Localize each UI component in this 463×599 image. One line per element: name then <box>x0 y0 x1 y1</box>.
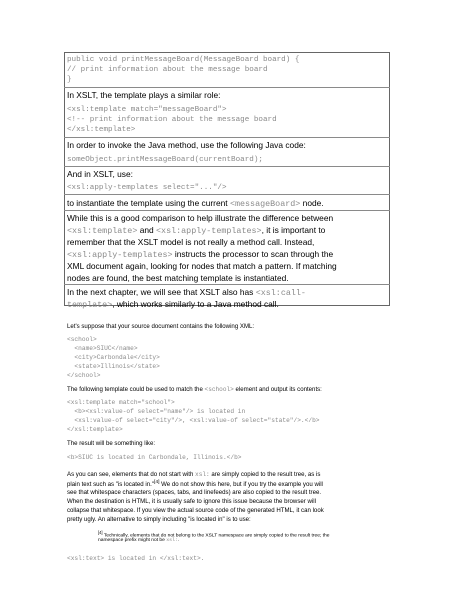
java-code-line: // print information about the message board <box>67 66 268 74</box>
xsl-code-line: <xsl:value-of select="city"/>, <xsl:value-of select="state"/>.</b> <box>67 417 320 424</box>
body-paragraph-line: collapse that whitespace. If you view the actual source code of the generated HTML, it can look <box>67 507 324 514</box>
java-invoke-code: someObject.printMessageBoard(currentBoard); <box>67 156 263 164</box>
java-code-line: } <box>67 76 72 84</box>
footnote-mark: [4] <box>98 530 103 535</box>
xslt-code-line: <xsl:template match="messageBoard"> <box>67 106 227 114</box>
xslt-code-line: <!-- print information about the message board <box>67 116 277 124</box>
code-divider <box>64 166 390 167</box>
box-paragraph-line: In the next chapter, we will see that XSLT also has <xsl:call- <box>67 287 306 298</box>
body-paragraph-line: When the destination is HTML, it is usually safe to ignore this issue because the browser will <box>67 498 316 505</box>
footnote-line: namespace prefix might not be xsl:. <box>98 538 180 543</box>
result-code: <b>SIUC is located in Carbondale, Illinois.</b> <box>67 454 242 461</box>
xslt-code-line: </xsl:template> <box>67 126 136 134</box>
xml-code-line: <school> <box>67 336 97 343</box>
box-paragraph: And in XSLT, use: <box>67 169 133 179</box>
xml-code-line: </school> <box>67 372 101 379</box>
xml-code-line: <city>Carbondale</city> <box>67 354 160 361</box>
body-paragraph-line: pretty ugly. An alternative to simply including "is located in" is to use: <box>67 516 251 523</box>
paragraph-divider <box>64 210 390 211</box>
box-paragraph-line: <xsl:apply-templates> instructs the processor to scan through the <box>67 249 334 260</box>
xml-code-line: <state>Illinois</state> <box>67 363 160 370</box>
box-paragraph-line: template>, which works similarly to a Java method call. <box>67 299 279 310</box>
box-paragraph: In XSLT, the template plays a similar role: <box>67 90 221 100</box>
box-paragraph: to instantiate the template using the current <messageBoard> node. <box>67 198 324 209</box>
apply-templates-code: <xsl:apply-templates select="..."/> <box>67 184 227 192</box>
body-paragraph-line: plain text such as "is located in."[4] We do not show this here, but if you try the example you will <box>67 480 323 489</box>
body-paragraph: The result will be something like: <box>67 440 156 447</box>
body-paragraph-line: see that whitespace characters (spaces, tabs, and linefeeds) are also copied to the result tree. <box>67 489 322 496</box>
xml-code-line: <name>SIUC</name> <box>67 345 138 352</box>
xsl-code-line: </xsl:template> <box>67 426 123 433</box>
xsl-text-code: <xsl:text> is located in </xsl:text>. <box>67 555 205 562</box>
body-paragraph-line: As you can see, elements that do not start with xsl: are simply copied to the result tree, as is <box>67 471 321 478</box>
code-divider <box>64 194 390 195</box>
xsl-code-line: <b><xsl:value-of select="name"/> is located in <box>67 408 246 415</box>
box-paragraph-line: nodes are found, the best matching template is instantiated. <box>67 273 289 283</box>
body-paragraph: The following template could be used to match the <school> element and output its contents: <box>67 386 322 393</box>
box-paragraph-line: XML document again, looking for nodes that match a pattern. If matching <box>67 261 337 271</box>
java-code-line: public void printMessageBoard(MessageBoard board) { <box>67 56 300 64</box>
footnote-line: [4] Technically, elements that do not belong to the XSLT namespace are simply copied to the result tree; the <box>98 530 330 539</box>
xsl-code-line: <xsl:template match="school"> <box>67 399 175 406</box>
box-paragraph-line: While this is a good comparison to help illustrate the difference between <box>67 213 334 223</box>
box-paragraph-line: remember that the XSLT model is not really a method call. Instead, <box>67 237 315 247</box>
code-divider <box>64 87 390 88</box>
code-divider <box>64 137 390 138</box>
paragraph-divider <box>64 284 390 285</box>
box-paragraph-line: <xsl:template> and <xsl:apply-templates>, it is important to <box>67 225 326 236</box>
box-paragraph: In order to invoke the Java method, use the following Java code: <box>67 140 306 150</box>
footnote-ref[interactable]: [4] <box>153 480 160 485</box>
body-paragraph: Let's suppose that your source document contains the following XML: <box>67 323 255 330</box>
